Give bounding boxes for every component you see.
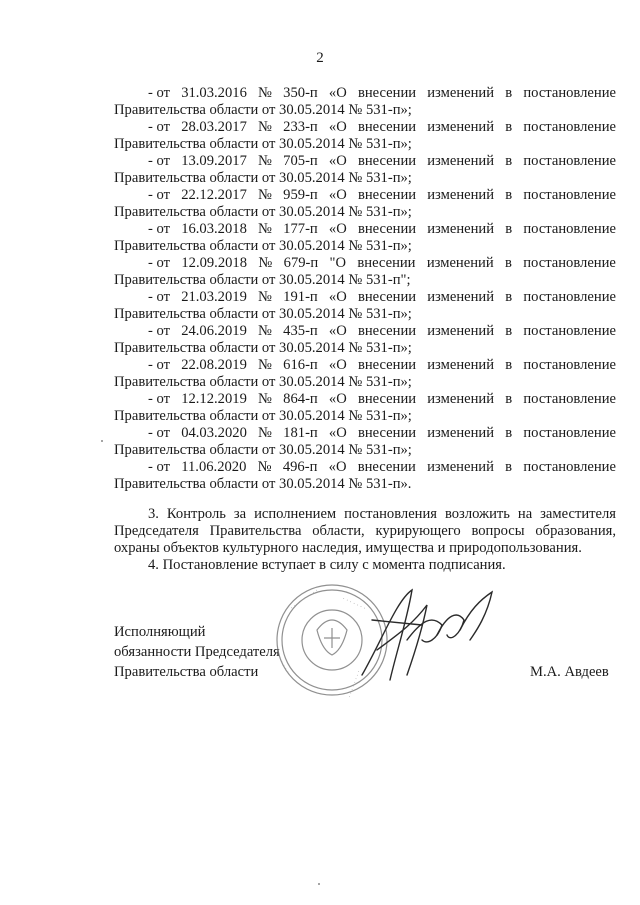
amendment-line-1 xyxy=(114,119,616,136)
amendment-word: в xyxy=(505,425,513,441)
amendment-word: 496-п xyxy=(282,459,318,475)
amendment-item xyxy=(114,119,616,153)
amendment-word: 04.03.2020 xyxy=(181,425,247,441)
amendment-word: № xyxy=(258,221,272,237)
amendment-word: «О xyxy=(328,221,347,237)
amendment-word: 191-п xyxy=(283,289,318,305)
amendment-word: - от xyxy=(148,391,170,407)
amendment-line-2: Правительства области от 30.05.2014 № 531-п»; xyxy=(114,238,412,254)
amendment-word: изменений xyxy=(426,255,494,271)
amendment-line-2: Правительства области от 30.05.2014 № 531-п»; xyxy=(114,170,412,186)
amendment-line-2: Правительства области от 30.05.2014 № 531-п»; xyxy=(114,442,412,458)
amendment-word: № xyxy=(258,425,272,441)
amendment-word: 12.09.2018 xyxy=(181,255,248,271)
amendment-word: внесении xyxy=(357,459,416,475)
amendment-word: изменений xyxy=(427,323,495,339)
amendment-word: изменений xyxy=(427,425,495,441)
amendment-word: изменений xyxy=(427,221,495,237)
amendment-word: «О xyxy=(328,459,347,475)
amendment-word: 12.12.2019 xyxy=(181,391,247,407)
amendment-word: «О xyxy=(328,119,347,135)
signer-title-line: Исполняющий xyxy=(114,624,206,640)
amendment-word: - от xyxy=(148,119,170,135)
amendment-line-2: Правительства области от 30.05.2014 № 531-п"; xyxy=(114,272,411,288)
amendment-word: - от xyxy=(148,85,170,101)
amendment-word: внесении xyxy=(357,153,417,169)
amendment-word: в xyxy=(505,119,513,135)
amendment-line-1 xyxy=(114,323,616,340)
amendment-word: внесении xyxy=(357,289,417,305)
amendment-word: в xyxy=(505,153,513,169)
amendment-word: «О xyxy=(328,187,347,203)
amendment-word: - от xyxy=(148,153,170,169)
amendment-line-1 xyxy=(114,289,616,306)
amendment-line-2: Правительства области от 30.05.2014 № 531-п»; xyxy=(114,340,412,356)
amendment-word: 616-п xyxy=(283,357,318,373)
amendment-word: № xyxy=(258,187,272,203)
amendment-word: 21.03.2019 xyxy=(181,289,247,305)
amendment-word: в xyxy=(505,85,513,101)
amendment-word: изменений xyxy=(427,85,495,101)
amendment-word: постановление xyxy=(523,85,616,101)
amendment-word: 22.08.2019 xyxy=(181,357,247,373)
amendment-line-1 xyxy=(114,187,616,204)
amendment-item xyxy=(114,323,616,357)
amendment-item xyxy=(114,85,616,119)
svg-text:· · · · · · · · ·: · · · · · · · · · xyxy=(289,587,320,612)
signer-title xyxy=(114,622,280,682)
amendment-word: в xyxy=(505,255,512,271)
amendment-item xyxy=(114,221,616,255)
amendment-word: № xyxy=(258,119,272,135)
amendment-word: - от xyxy=(148,255,170,271)
amendment-word: № xyxy=(258,391,272,407)
amendment-word: постановление xyxy=(523,119,616,135)
amendment-word: 31.03.2016 xyxy=(181,85,247,101)
amendment-word: 22.12.2017 xyxy=(181,187,247,203)
amendment-word: № xyxy=(257,459,272,475)
amendment-word: - от xyxy=(148,357,170,373)
amendment-word: № xyxy=(258,255,273,271)
amendment-item xyxy=(114,391,616,425)
amendment-word: «О xyxy=(328,85,347,101)
amendment-line-2: Правительства области от 30.05.2014 № 531-п»; xyxy=(114,204,412,220)
amendment-line-1 xyxy=(114,153,616,170)
amendment-line-2: Правительства области от 30.05.2014 № 531-п»; xyxy=(114,374,412,390)
amendment-item xyxy=(114,153,616,187)
amendment-word: - от xyxy=(148,459,170,475)
amendment-word: 177-п xyxy=(283,221,318,237)
amendment-word: внесении xyxy=(357,255,416,271)
amendment-word: 435-п xyxy=(283,323,318,339)
amendment-item xyxy=(114,425,616,459)
svg-text:· · · · · · ·: · · · · · · · xyxy=(275,652,294,678)
amendment-word: "О xyxy=(329,255,347,271)
amendment-word: в xyxy=(505,323,513,339)
amendment-word: № xyxy=(258,85,272,101)
amendment-line-1 xyxy=(114,85,616,102)
amendment-word: в xyxy=(505,187,513,203)
scan-speck xyxy=(101,440,103,442)
amendment-word: внесении xyxy=(357,119,417,135)
page-number: 2 xyxy=(316,50,324,66)
handwritten-signature-icon xyxy=(352,580,502,690)
amendment-word: постановление xyxy=(523,425,616,441)
amendment-word: 181-п xyxy=(283,425,318,441)
amendment-word: «О xyxy=(328,357,347,373)
amendment-word: внесении xyxy=(357,85,417,101)
amendment-word: 16.03.2018 xyxy=(181,221,247,237)
amendment-word: «О xyxy=(328,289,347,305)
amendment-word: изменений xyxy=(427,153,495,169)
amendment-word: постановление xyxy=(523,323,616,339)
amendment-word: изменений xyxy=(427,187,495,203)
amendment-word: «О xyxy=(328,425,347,441)
amendment-word: 28.03.2017 xyxy=(181,119,247,135)
amendment-word: «О xyxy=(328,323,347,339)
amendment-word: - от xyxy=(148,221,170,237)
amendment-word: № xyxy=(258,323,272,339)
amendment-line-2: Правительства области от 30.05.2014 № 531-п». xyxy=(114,476,412,492)
amendment-word: в xyxy=(505,221,513,237)
amendment-word: изменений xyxy=(427,357,495,373)
amendment-word: в xyxy=(505,459,513,475)
amendment-word: внесении xyxy=(357,357,417,373)
amendment-word: 959-п xyxy=(283,187,318,203)
amendment-word: 864-п xyxy=(283,391,318,407)
amendment-word: изменений xyxy=(427,391,495,407)
amendment-line-2: Правительства области от 30.05.2014 № 531-п»; xyxy=(114,136,412,152)
amendment-line-1 xyxy=(114,391,616,408)
paragraph-3: 3. Контроль за исполнением постановления возложить на заместителя Председателя Правительства области, курирующего вопросы образования, охраны объектов культурного наследия, имущества и природопользования. xyxy=(114,506,616,556)
amendment-word: - от xyxy=(148,289,170,305)
amendment-word: - от xyxy=(148,323,170,339)
amendment-word: 24.06.2019 xyxy=(181,323,247,339)
scan-speck xyxy=(318,883,320,885)
amendment-word: внесении xyxy=(357,221,417,237)
amendment-word: изменений xyxy=(427,119,495,135)
signer-title-line: обязанности Председателя xyxy=(114,644,280,660)
amendment-word: в xyxy=(505,289,513,305)
amendment-word: в xyxy=(505,357,513,373)
amendment-line-2: Правительства области от 30.05.2014 № 531-п»; xyxy=(114,408,412,424)
amendment-line-1 xyxy=(114,357,616,374)
amendment-word: постановление xyxy=(523,357,616,373)
amendment-word: 13.09.2017 xyxy=(181,153,247,169)
amendment-item xyxy=(114,255,616,289)
amendment-word: 350-п xyxy=(283,85,318,101)
amendment-word: в xyxy=(505,391,513,407)
amendment-word: - от xyxy=(148,187,170,203)
amendment-word: изменений xyxy=(427,289,495,305)
amendment-word: внесении xyxy=(357,425,417,441)
amendment-item xyxy=(114,187,616,221)
amendment-word: внесении xyxy=(357,323,417,339)
amendment-item xyxy=(114,289,616,323)
amendment-word: «О xyxy=(328,153,347,169)
amendment-word: изменений xyxy=(427,459,494,475)
amendment-item xyxy=(114,459,616,493)
amendment-word: 11.06.2020 xyxy=(181,459,247,475)
amendment-line-1 xyxy=(114,459,616,476)
amendment-word: постановление xyxy=(523,153,616,169)
amendment-word: - от xyxy=(148,425,170,441)
amendment-word: № xyxy=(258,357,272,373)
amendment-line-2: Правительства области от 30.05.2014 № 531-п»; xyxy=(114,306,412,322)
amendment-line-1 xyxy=(114,221,616,238)
amendment-word: постановление xyxy=(523,459,616,475)
amendment-word: постановление xyxy=(523,391,616,407)
amendment-line-1 xyxy=(114,425,616,442)
paragraph-4: 4. Постановление вступает в силу с момента подписания. xyxy=(148,557,506,573)
amendments-list xyxy=(114,85,616,493)
amendment-word: постановление xyxy=(523,221,616,237)
amendment-word: постановление xyxy=(523,289,616,305)
signer-title-line: Правительства области xyxy=(114,664,259,680)
amendment-word: внесении xyxy=(357,187,417,203)
amendment-word: 679-п xyxy=(283,255,319,271)
svg-text:· · · · · · · ·: · · · · · · · · xyxy=(345,669,362,699)
svg-text:· · · · · · ·: · · · · · · · xyxy=(341,595,367,613)
amendment-word: «О xyxy=(328,391,347,407)
amendment-line-2: Правительства области от 30.05.2014 № 531-п»; xyxy=(114,102,412,118)
amendment-word: 233-п xyxy=(283,119,318,135)
signer-name: М.А. Авдеев xyxy=(530,664,609,680)
amendment-word: № xyxy=(258,153,272,169)
amendment-word: внесении xyxy=(357,391,417,407)
amendment-line-1 xyxy=(114,255,616,272)
amendment-item xyxy=(114,357,616,391)
amendment-word: 705-п xyxy=(283,153,318,169)
amendment-word: № xyxy=(258,289,272,305)
amendment-word: постановление xyxy=(523,255,616,271)
amendment-word: постановление xyxy=(523,187,616,203)
